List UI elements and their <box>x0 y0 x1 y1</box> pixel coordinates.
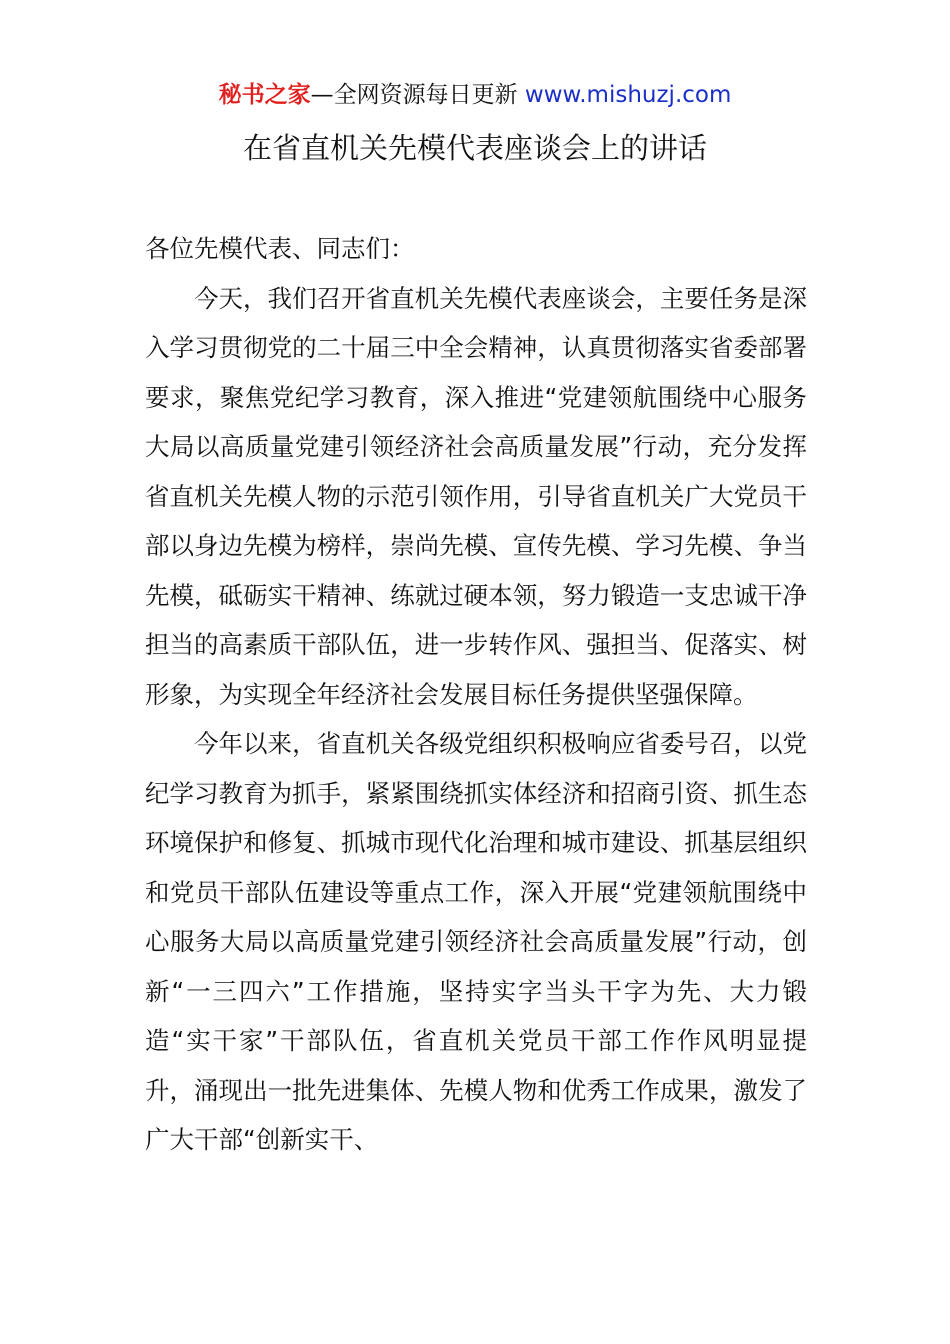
page-header <box>0 78 950 112</box>
document-body <box>145 224 807 1165</box>
salutation: 各位先模代表、同志们： <box>145 234 415 263</box>
header-tagline: —全网资源每日更新 <box>310 82 525 108</box>
brand-name: 秘书之家 <box>218 82 311 108</box>
site-url: www.mishuzj.com <box>524 82 732 108</box>
paragraph-2: 今年以来，省直机关各级党组织积极响应省委号召，以党纪学习教育为抓手，紧紧围绕抓实体经济和招商引资、抓生态环境保护和修复、抓城市现代化治理和城市建设、抓基层组织和党员干部队伍建设等重点工作，深入开展“党建领航围绕中心服务大局以高质量党建引领经济社会高质量发展”行动，创新“一三四六”工作措施，坚持实字当头干字为先、大力锻造“实干家”干部队伍，省直机关党员干部工作作风明显提升，涌现出一批先进集体、先模人物和优秀工作成果，激发了广大干部“创新实干、 <box>145 729 807 1154</box>
paragraph-1: 今天，我们召开省直机关先模代表座谈会，主要任务是深入学习贯彻党的二十届三中全会精神，认真贯彻落实省委部署要求，聚焦党纪学习教育，深入推进“党建领航围绕中心服务大局以高质量党建引领经济社会高质量发展”行动，充分发挥省直机关先模人物的示范引领作用，引导省直机关广大党员干部以身边先模为榜样，崇尚先模、宣传先模、学习先模、争当先模，砥砺实干精神、练就过硬本领，努力锻造一支忠诚干净担当的高素质干部队伍，进一步转作风、强担当、促落实、树形象，为实现全年经济社会发展目标任务提供坚强保障。 <box>145 283 807 709</box>
document-title: 在省直机关先模代表座谈会上的讲话 <box>242 131 707 165</box>
